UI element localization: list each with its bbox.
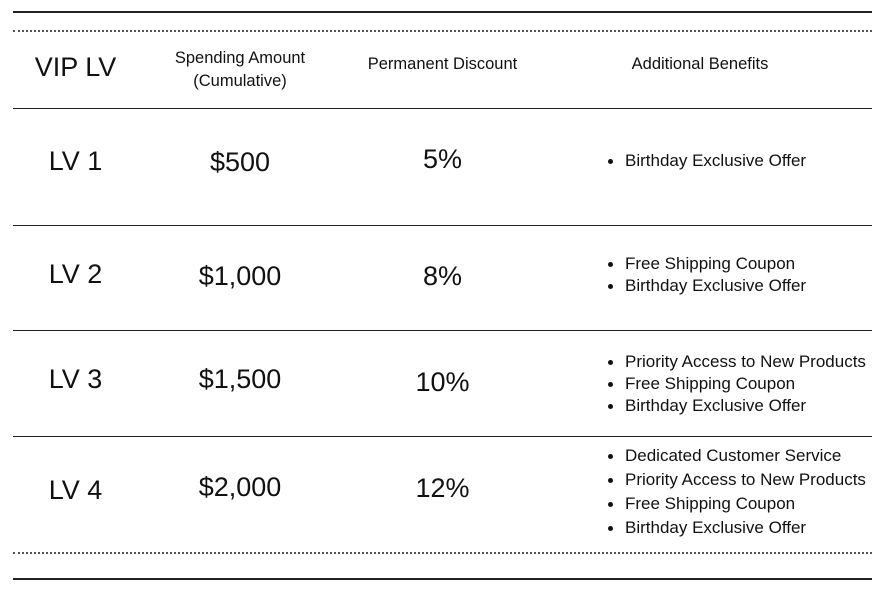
row-divider-2 [13, 330, 872, 331]
top-border-line [13, 11, 872, 13]
header-spending-amount-line2: (Cumulative) [193, 72, 287, 90]
row-1-amount: $500 [209, 147, 271, 177]
top-dotted-line [13, 30, 872, 32]
row-1-level: LV 1 [48, 146, 103, 176]
row-2-benefits-list [605, 253, 806, 297]
header-vip-level: VIP LV [34, 52, 117, 82]
row-3-level: LV 3 [48, 364, 103, 394]
row-2-discount: 8% [422, 261, 463, 291]
row-2-amount: $1,000 [198, 261, 282, 291]
row-4-amount: $2,000 [198, 472, 282, 502]
header-spending-amount [155, 47, 325, 93]
row-1-benefits-list [605, 150, 806, 172]
row-3-discount: 10% [415, 367, 470, 397]
row-3-amount: $1,500 [198, 364, 282, 394]
header-spending-amount-line1: Spending Amount [174, 49, 306, 67]
benefit-item: Priority Access to New Products [605, 468, 866, 492]
row-divider-1 [13, 225, 872, 226]
bottom-dotted-line [13, 552, 872, 554]
row-4-benefits-list [605, 444, 866, 540]
benefit-item: Free Shipping Coupon [605, 492, 866, 516]
bottom-border-line [13, 578, 872, 580]
benefit-item: Birthday Exclusive Offer [605, 516, 866, 540]
row-2-level: LV 2 [48, 259, 103, 289]
row-1-discount: 5% [422, 144, 463, 174]
benefit-item: Birthday Exclusive Offer [605, 150, 806, 172]
header-divider [13, 108, 872, 109]
row-4-discount: 12% [415, 473, 470, 503]
header-additional-benefits: Additional Benefits [631, 55, 769, 73]
header-permanent-discount: Permanent Discount [367, 55, 518, 73]
benefit-item: Birthday Exclusive Offer [605, 275, 806, 297]
benefit-item: Priority Access to New Products [605, 351, 866, 373]
row-3-benefits-list [605, 351, 866, 417]
benefit-item: Free Shipping Coupon [605, 373, 866, 395]
benefit-item: Dedicated Customer Service [605, 444, 866, 468]
row-divider-3 [13, 436, 872, 437]
row-4-level: LV 4 [48, 475, 103, 505]
benefit-item: Birthday Exclusive Offer [605, 395, 866, 417]
benefit-item: Free Shipping Coupon [605, 253, 806, 275]
